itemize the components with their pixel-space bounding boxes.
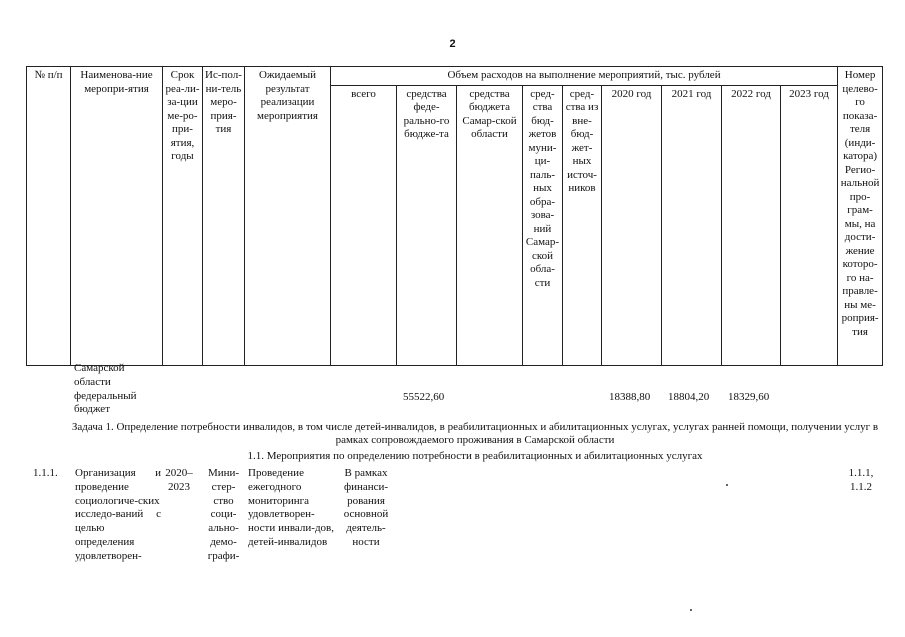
scan-speck [690,609,692,611]
col-term-header: Срок реа-ли-за-ции ме-ро-при-ятия, годы [163,67,203,366]
year-2020-header: 2020 год [602,85,662,365]
subtask-title: 1.1. Мероприятия по определению потребности в реабилитационных и абилитационных услугах [247,450,703,462]
sub-extra-header: сред-ства из вне-бюд-жет-ных источ-ников [563,85,602,365]
row-financing: В рамках финанси-рования основной деятель-ности [343,467,389,548]
task-title: Задача 1. Определение потребности инвалидов, в том числе детей-инвалидов, в реабилитационных и абилитационных услугах, услугах ранней помощи, получении услуг в рамках сопровождаемого проживания в Самарской области [71,421,879,446]
row-executor: Мини-стер-ство соци-ально-демо-графи- [207,467,240,562]
row-result: Проведение ежегодного мониторинга удовлетворен-ности инвали-дов, детей-инвалидов [248,467,334,548]
col-name-header: Наименова-ние меропри-ятия [71,67,163,366]
scan-speck [726,484,728,486]
year-2022-header: 2022 год [722,85,781,365]
measures-table-header [26,66,883,366]
col-executor-header: Ис-пол-ни-тель меро-прия-тия [203,67,245,366]
sub-regional-header: средства бюджета Самар-ской области [457,85,523,365]
summary-2020-value: 18388,80 [609,391,651,403]
row-term: 2020– 2023 [165,467,193,493]
page-number: 2 [449,38,456,50]
sub-total-header: всего [331,85,397,365]
row-name: Организация и проведение социологиче-ских исследо-ваний с целью определения удовлетворен- [75,467,161,562]
year-2023-header: 2023 год [781,85,838,365]
col-indicator-header: Номер целево-го показа-теля (инди-катора) Регио-нальной про-грам-мы, на дости-жение которо-го на-правле-ны ме-роприя-тия [838,67,883,366]
cont-line: области [74,375,111,388]
year-2021-header: 2021 год [662,85,722,365]
cont-line: федеральный [74,389,137,402]
sub-federal-header: средства феде-рально-го бюдже-та [397,85,457,365]
col-volume-header: Объем расходов на выполнение мероприятий, тыс. рублей [331,67,838,86]
sub-municipal-header: сред-ства бюд-жетов муни-ци-паль-ных обра-зова-ний Самар-ской обла-сти [523,85,563,365]
summary-2022-value: 18329,60 [728,391,770,403]
cont-line: Самарской [74,362,125,374]
col-number-header: № п/п [27,67,71,366]
cont-line: бюджет [74,403,110,416]
row-number: 1.1.1. [33,467,58,479]
continued-row-label [74,362,137,417]
summary-federal-value: 55522,60 [403,391,445,403]
col-result-header: Ожидаемый результат реализации мероприятия [245,67,331,366]
row-indicators: 1.1.1, 1.1.2 [848,467,874,493]
summary-2021-value: 18804,20 [668,391,710,403]
